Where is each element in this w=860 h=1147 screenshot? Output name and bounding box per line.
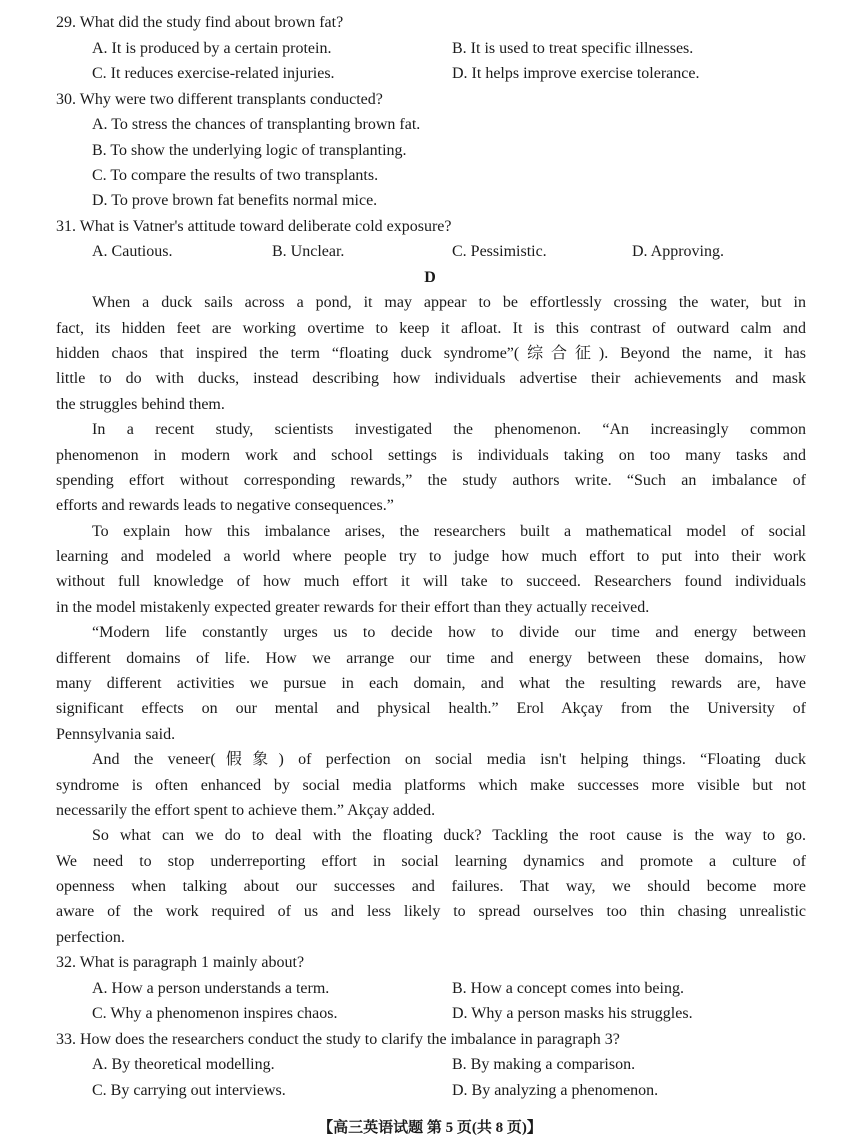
question-31-stem: 31. What is Vatner's attitude toward deliberate cold exposure? (56, 218, 452, 235)
passage-line: openness when talking about our successes and failures. That way, we should become more (56, 878, 806, 895)
question-31-option-a: A. Cautious. (92, 243, 173, 260)
passage-line: necessarily the effort spent to achieve them.” Akçay added. (56, 802, 436, 819)
question-32-option-c: C. Why a phenomenon inspires chaos. (92, 1005, 338, 1022)
question-29-stem: 29. What did the study find about brown fat? (56, 14, 344, 31)
question-29-option-d: D. It helps improve exercise tolerance. (452, 65, 700, 82)
passage-line: learning and modeled a world where people try to judge how much effort to put into their work (56, 548, 806, 565)
passage-line: spending effort without corresponding rewards,” the study authors write. “Such an imbalance of (56, 472, 806, 489)
question-31-option-c: C. Pessimistic. (452, 243, 547, 260)
passage-line: Pennsylvania said. (56, 726, 176, 743)
passage-line: significant effects on our mental and physical health.” Erol Akçay from the University of (56, 700, 806, 717)
passage-line: the struggles behind them. (56, 396, 225, 413)
question-29-option-c: C. It reduces exercise-related injuries. (92, 65, 335, 82)
passage-line: without full knowledge of how much effort it will take to succeed. Researchers found individuals (56, 573, 806, 590)
passage-line: little to do with ducks, instead describing how individuals advertise their achievements and mask (56, 370, 806, 387)
passage-line: different domains of life. How we arrange our time and energy between these domains, how (56, 650, 806, 667)
question-33-stem: 33. How does the researchers conduct the study to clarify the imbalance in paragraph 3? (56, 1031, 620, 1048)
question-30-option-a: A. To stress the chances of transplanting brown fat. (92, 116, 421, 133)
question-33-option-c: C. By carrying out interviews. (92, 1082, 286, 1099)
passage-line: phenomenon in modern work and school settings is individuals taking on too many tasks and (56, 447, 806, 464)
passage-line: hidden chaos that inspired the term “floating duck syndrome”(综合征). Beyond the name, it has (56, 345, 806, 362)
question-32-option-a: A. How a person understands a term. (92, 980, 330, 997)
question-33-option-d: D. By analyzing a phenomenon. (452, 1082, 659, 1099)
passage-line: syndrome is often enhanced by social media platforms which make successes more visible but not (56, 777, 806, 794)
passage-line: We need to stop underreporting effort in social learning dynamics and promote a culture of (56, 853, 806, 870)
question-31-option-b: B. Unclear. (272, 243, 345, 260)
passage-line: “Modern life constantly urges us to decide how to divide our time and energy between (92, 624, 806, 641)
question-31-option-d: D. Approving. (632, 243, 724, 260)
passage-line: When a duck sails across a pond, it may appear to be effortlessly crossing the water, but in (92, 294, 806, 311)
question-32-stem: 32. What is paragraph 1 mainly about? (56, 954, 305, 971)
question-30-option-c: C. To compare the results of two transplants. (92, 167, 379, 184)
page-footer: 【高三英语试题 第 5 页(共 8 页)】 (318, 1120, 542, 1136)
passage-line: To explain how this imbalance arises, the researchers built a mathematical model of social (92, 523, 806, 540)
passage-line: perfection. (56, 929, 125, 946)
passage-line: efforts and rewards leads to negative consequences.” (56, 497, 394, 514)
passage-line: aware of the work required of us and less likely to spread ourselves too thin chasing unrealistic (56, 903, 806, 920)
question-32-option-b: B. How a concept comes into being. (452, 980, 684, 997)
passage-line: in the model mistakenly expected greater rewards for their effort than they actually received. (56, 599, 650, 616)
passage-line: fact, its hidden feet are working overtime to keep it afloat. It is this contrast of outward calm and (56, 320, 806, 337)
passage-line: many different activities we pursue in each domain, and what the resulting rewards are, have (56, 675, 806, 692)
question-30-option-b: B. To show the underlying logic of transplanting. (92, 142, 407, 159)
question-30-option-d: D. To prove brown fat benefits normal mice. (92, 192, 378, 209)
passage-line: So what can we do to deal with the floating duck? Tackling the root cause is the way to go. (92, 827, 806, 844)
passage-line: And the veneer(假象) of perfection on social media isn't helping things. “Floating duck (92, 751, 806, 768)
section-title: D (424, 269, 436, 286)
question-30-stem: 30. Why were two different transplants conducted? (56, 91, 383, 108)
passage-line: In a recent study, scientists investigated the phenomenon. “An increasingly common (92, 421, 806, 438)
question-32-option-d: D. Why a person masks his struggles. (452, 1005, 693, 1022)
question-29-option-b: B. It is used to treat specific illnesses. (452, 40, 694, 57)
question-33-option-b: B. By making a comparison. (452, 1056, 636, 1073)
question-33-option-a: A. By theoretical modelling. (92, 1056, 275, 1073)
question-29-option-a: A. It is produced by a certain protein. (92, 40, 332, 57)
